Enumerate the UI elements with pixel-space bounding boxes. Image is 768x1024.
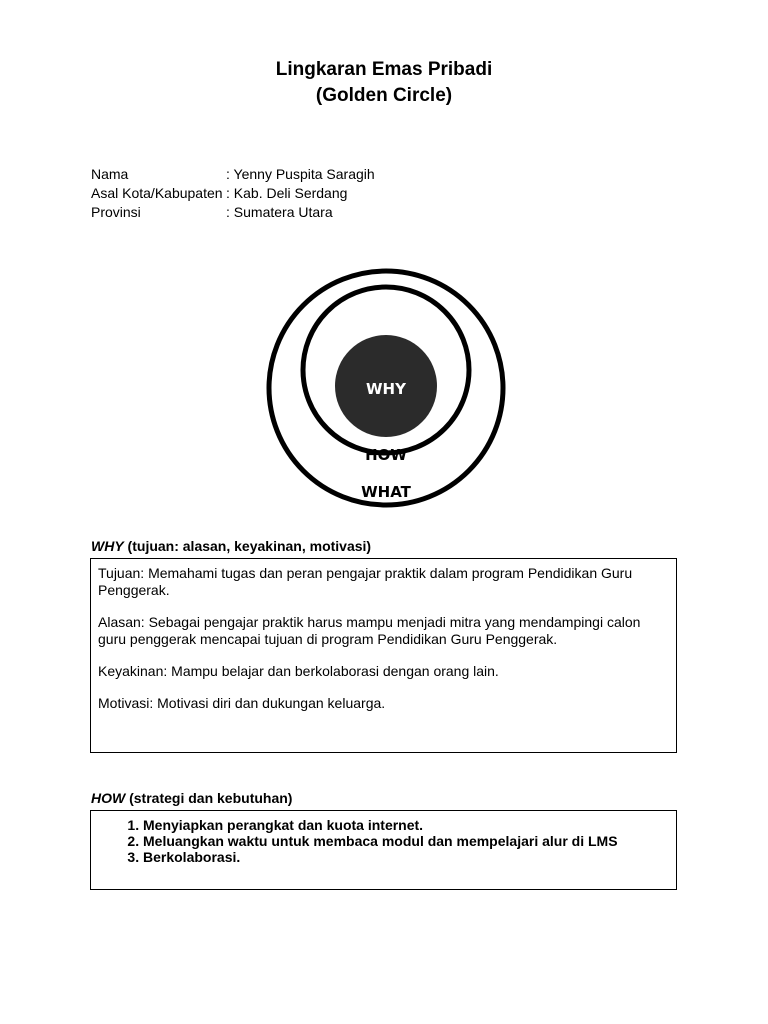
how-list bbox=[91, 817, 668, 865]
document-subtitle: (Golden Circle) bbox=[315, 85, 453, 106]
info-value: : Yenny Puspita Saragih bbox=[226, 166, 375, 182]
info-row-name bbox=[91, 165, 375, 184]
how-list-item: 1. Menyiapkan perangkat dan kuota internet. bbox=[143, 817, 668, 833]
why-belief-text: Keyakinan: Mampu belajar dan berkolaborasi dengan orang lain. bbox=[98, 663, 499, 679]
why-content-box bbox=[90, 558, 677, 753]
why-label: WHY bbox=[366, 380, 406, 398]
info-value: : Kab. Deli Serdang bbox=[226, 185, 348, 201]
why-motivation-text: Motivasi: Motivasi diri dan dukungan keluarga. bbox=[98, 695, 386, 711]
how-list-item: 2. Meluangkan waktu untuk membaca modul dan mempelajari alur di LMS bbox=[143, 833, 668, 849]
info-label: Provinsi bbox=[91, 204, 141, 220]
how-section-heading bbox=[91, 790, 292, 806]
why-heading-keyword: WHY bbox=[91, 538, 124, 554]
why-heading-text: (tujuan: alasan, keyakinan, motivasi) bbox=[123, 538, 372, 554]
how-heading-text: (strategi dan kebutuhan) bbox=[125, 790, 293, 806]
info-label: Asal Kota/Kabupaten bbox=[91, 185, 223, 201]
document-title: Lingkaran Emas Pribadi bbox=[275, 59, 493, 80]
info-row-city bbox=[91, 184, 375, 203]
how-heading-keyword: HOW bbox=[91, 790, 126, 806]
why-purpose-text: Tujuan: Memahami tugas dan peran pengajar praktik dalam program Pendidikan Guru Penggerak. bbox=[98, 565, 633, 598]
how-label: HOW bbox=[365, 446, 407, 464]
golden-circle-diagram bbox=[265, 264, 507, 516]
how-content-box bbox=[90, 810, 677, 890]
identity-info bbox=[91, 165, 375, 222]
how-list-item: 3. Berkolaborasi. bbox=[143, 849, 668, 865]
what-label: WHAT bbox=[361, 483, 411, 501]
info-value: : Sumatera Utara bbox=[226, 204, 333, 220]
why-reason-text: Alasan: Sebagai pengajar praktik harus mampu menjadi mitra yang mendampingi calon guru penggerak mencapai tujuan di program Pendidikan Guru Penggerak. bbox=[98, 614, 641, 647]
info-row-province bbox=[91, 203, 375, 222]
info-label: Nama bbox=[91, 166, 129, 182]
why-section-heading bbox=[91, 538, 371, 554]
